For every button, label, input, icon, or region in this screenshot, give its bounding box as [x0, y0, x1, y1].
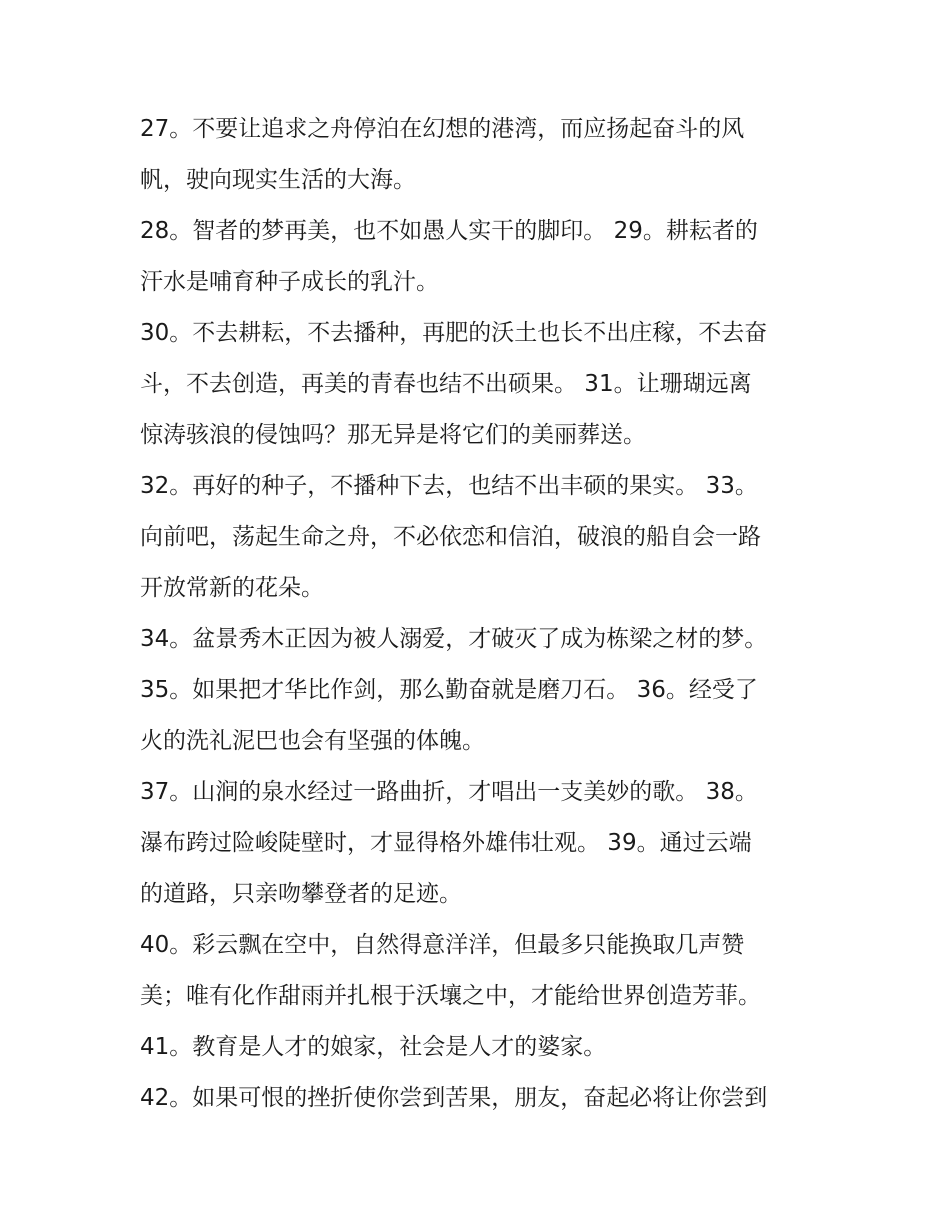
paragraph-40: 40。彩云飘在空中，自然得意洋洋，但最多只能换取几声赞 美；唯有化作甜雨并扎根于沃壤之中，才能给世界创造芳菲。: [140, 932, 761, 1009]
paragraph-35-36: 35。如果把才华比作剑，那么勤奋就是磨刀石。 36。经受了 火的洗礼泥巴也会有坚强的体魄。: [140, 677, 758, 754]
paragraph-37-39: 37。山涧的泉水经过一路曲折，才唱出一支美妙的歌。 38。 瀑布跨过险峻陡壁时，才显得格外雄伟壮观。 39。通过云端 的道路，只亲吻攀登者的足迹。: [140, 779, 758, 907]
paragraph-42: 42。如果可恨的挫折使你尝到苦果，朋友，奋起必将让你尝到: [140, 1085, 768, 1111]
paragraph-32-33: 32。再好的种子，不播种下去，也结不出丰硕的果实。 33。 向前吧，荡起生命之舟，不必依恋和信泊，破浪的船自会一路 开放常新的花朵。: [140, 473, 761, 601]
paragraph-34: 34。盆景秀木正因为被人溺爱，才破灭了成为栋梁之材的梦。: [140, 626, 768, 652]
paragraph-30-31: 30。不去耕耘，不去播种，再肥的沃土也长不出庄稼，不去奋 斗，不去创造，再美的青春也结不出硕果。 31。让珊瑚远离 惊涛骇浪的侵蚀吗？那无异是将它们的美丽葬送。: [140, 320, 768, 448]
document-body: [140, 104, 820, 1124]
paragraph-28-29: 28。智者的梦再美，也不如愚人实干的脚印。 29。耕耘者的 汗水是哺育种子成长的乳汁。: [140, 218, 758, 295]
paragraph-27: 27。不要让追求之舟停泊在幻想的港湾，而应扬起奋斗的风 帆，驶向现实生活的大海。: [140, 116, 745, 193]
paragraph-41: 41。教育是人才的娘家，社会是人才的婆家。: [140, 1034, 607, 1060]
